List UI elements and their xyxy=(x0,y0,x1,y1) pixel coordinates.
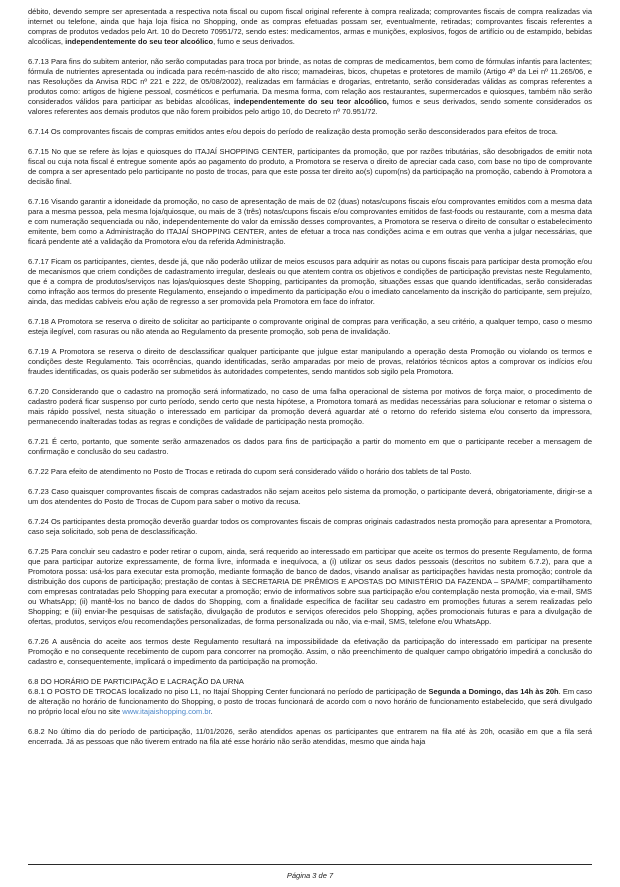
text-run: . Em caso de alteração no horário de funcionamento do Shopping, o posto de trocas funcionará de acordo com o novo horário de funcionamento estabelecido, que será divulgado no próprio local e/ou no site xyxy=(28,687,593,716)
paragraph-6-7-14: 6.7.14 Os comprovantes fiscais de compras emitidos antes e/ou depois do período de realização desta promoção serão desconsiderados para efeitos de troca. xyxy=(28,127,558,136)
bold-text-run: independentemente do seu teor alcoólico xyxy=(65,37,214,46)
website-link[interactable]: www.itajaishopping.com.br xyxy=(122,707,211,716)
text-run: . xyxy=(210,707,213,716)
page-footer xyxy=(28,864,592,881)
paragraph-6-7-24: 6.7.24 Os participantes desta promoção deverão guardar todos os comprovantes fiscais de compras originais cadastrados nesta promoção para apresentar a Promotora, caso seja solicitado, sob pena de desclassificação. xyxy=(28,517,592,536)
paragraph-6-7-17: 6.7.17 Ficam os participantes, cientes, desde já, que não poderão utilizar de meios escusos para adquirir as notas ou cupons fiscais para participar desta promoção e/ou de mecanismos que criem condições de cadastramento irregular, desleais ou que atentem contra os objetivos e condições de participação previstas neste Regulamento, que é a compra de produtos/serviços nas lojas/quiosques deste Shopping, participantes da promoção, situações essas que quando identificadas, serão consideradas como infração aos termos do presente Regulamento, ensejando o impedimento da participação e/ou o imediato cancelamento da inscrição do participante, sem prejuízo, ainda, das medidas cabíveis e/ou ação de regresso a ser promovida pela Promotora em face do infrator. xyxy=(28,257,592,306)
section-heading-6-8: 6.8 DO HORÁRIO DE PARTICIPAÇÃO E LACRAÇÃO DA URNA xyxy=(28,677,244,686)
paragraph-continuation xyxy=(28,7,592,47)
paragraph-6-8-1 xyxy=(28,687,592,717)
paragraph-6-7-22: 6.7.22 Para efeito de atendimento no Posto de Trocas e retirada do cupom será considerado válido o horário dos tablets de tal Posto. xyxy=(28,467,472,476)
paragraph-6-7-23: 6.7.23 Caso quaisquer comprovantes fiscais de compras cadastrados não sejam aceitos pelo sistema da promoção, o participante deverá, obrigatoriamente, dirigir-se a um dos atendentes do Posto de Trocas de Cupom para saber o motivo da recusa. xyxy=(28,487,592,506)
paragraph-6-7-26: 6.7.26 A ausência do aceite aos termos deste Regulamento resultará na impossibilidade da efetivação da participação do interessado em participar na presente Promoção e no consequente recebimento de cupom para concorrer na promoção. Assim, o não preenchimento de qualquer campo obrigatório impedirá a conclusão do cadastro e, consequentemente, implicará o impedimento da participação na promoção. xyxy=(28,637,592,666)
bold-text-run: independentemente do seu teor alcoólico, xyxy=(234,97,389,106)
paragraph-6-7-21: 6.7.21 É certo, portanto, que somente serão armazenados os dados para fins de participação a partir do momento em que o participante receber a mensagem de confirmação e conclusão do seu cadastro. xyxy=(28,437,592,456)
paragraph-6-7-16: 6.7.16 Visando garantir a idoneidade da promoção, no caso de apresentação de mais de 02 (duas) notas/cupons fiscais e/ou comprovantes emitidos com a mesma data para a mesma pessoa, pela mesma loja/quiosque, ou mais de 3 (três) notas/cupons fiscais e/ou comprovantes emitidos de fast-foods ou restaurante, com a mesma data e com numeração sequenciada ou não, independentemente do valor da emissão desses comprovantes, a Promotora se reserva o direito de consultar o estabelecimento emitente, bem como a Administração do ITAJAÍ SHOPPING CENTER, antes de efetuar a troca nas condições acima e em outras que venha a julgar necessárias, que ficará pendente até a validação da Promotora e/ou da referida Administração. xyxy=(28,197,592,246)
paragraph-6-7-25: 6.7.25 Para concluir seu cadastro e poder retirar o cupom, ainda, será requerido ao interessado em participar que aceite os termos do presente Regulamento, de forma que para participar autorize expressamente, de forma livre, informada e inequívoca, a (i) utilizar os seus dados pessoais (descritos no subitem 6.7.2), para que a Promotora possa: usá-los para executar esta promoção, mediante formação de banco de dados, visando analisar as participações havidas nesta promoção; controle da distribuição dos cupons de participação; prestação de contas à SECRETARIA DE PRÊMIOS E APOSTAS DO MINISTÉRIO DA FAZENDA – SPA/MF; compartilhamento com empresas contratadas pelo Shopping para executar a promoção; envio de informativos sobre sua participação e/ou contemplação nesta promoção, via e-mail, SMS ou WhatsApp; (ii) mantê-los no banco de dados do Shopping, com a finalidade específica de facilitar seu cadastro em promoções futuras a serem realizadas pelo Shopping; e (iii) enviar-lhe pesquisas de satisfação, divulgação de produtos e serviços oferecidos pelo Shopping, ações promocionais futuras e para a divulgação de ofertas, produtos, serviços e/ou recomendações personalizadas, de forma personalizada ou não, via e-mail, SMS, telefone e/ou WhatsApp. xyxy=(28,547,592,626)
paragraph-6-7-15: 6.7.15 No que se refere às lojas e quiosques do ITAJAÍ SHOPPING CENTER, participantes da promoção, que por razões tributárias, são desobrigados de emitir nota fiscal ou cuja nota fiscal é entregue somente após ao pagamento do produto, a Promotora se reserva o direito de apreciar cada caso, com base no tipo de comprovante de compra a ser apresentado pelo participante no posto de trocas, para que este possa ter direito ao(s) cupom(ns) da participação na promoção, cabendo à Promotora a decisão final. xyxy=(28,147,592,186)
paragraph-6-7-13 xyxy=(28,57,592,117)
text-run: , fumo e seus derivados. xyxy=(213,37,295,46)
paragraph-6-7-19: 6.7.19 A Promotora se reserva o direito de desclassificar qualquer participante que julgue estar manipulando a operação desta Promoção ou violando os termos e condições deste Regulamento. Tais ocorrências, quando identificadas, serão amparadas por meio de provas, relatórios técnicos aptos a comprovar os indícios e/ou fraudes identificadas, os quais poderão ser submetidos às autoridades competentes, sendo mantidos sob sigilo pela Promotora. xyxy=(28,347,592,376)
paragraph-6-7-20: 6.7.20 Considerando que o cadastro na promoção será informatizado, no caso de uma falha operacional de sistema por motivos de força maior, o procedimento de cadastro poderá ficar suspenso por curto período, sendo certo que nesta hipótese, a Promotora tomará as medidas necessárias para solucionar e retomar o sistema o mais rápido possível, nesta situação o interessado em participar da promoção deverá aguardar até o retorno do referido sistema e/ou conserto da impressora, permanecendo inalteradas todas as regras e condições de validade de participação nesta promoção. xyxy=(28,387,592,426)
text-run: 6.7.13 Para fins do subitem anterior, não serão computadas para troca por brinde, as notas de compras de medicamentos, bem como de fórmulas infantis para lactentes; fórmula de nutrientes apresentada ou indicada para recém-nascido de alto risco; mamadeiras, bicos, chupetas e protetores de mamilo (Artigo 4º da Lei nº 11.265/06, e nas Resoluções da Anvisa RDC nº 221 e 222, de 05/08/2002), realizadas em farmácias e drogarias, entretanto, serão consideradas válidas as compras referentes a produtos como: artigos de higiene pessoal, cosméticos e perfumaria. Da mesma forma, com relação aos restaurantes, supermercados e quiosques, também não serão considerados válidos para participar as bebidas alcoólicas, xyxy=(28,57,592,106)
text-run: 6.8.1 O POSTO DE TROCAS localizado no piso L1, no Itajaí Shopping Center funcionará no período de participação de xyxy=(28,687,429,696)
paragraph-6-8-2: 6.8.2 No último dia do período de participação, 11/01/2026, serão atendidos apenas os participantes que entrarem na fila até às 20h, ocasião em que a fila será encerrada. Já as pessoas que não tiverem entrado na fila até esse horário não serão atendidas, mesmo que ainda haja xyxy=(28,727,592,746)
bold-text-run: Segunda a Domingo, das 14h às 20h xyxy=(428,687,559,696)
text-run: fumos e seus derivados, sendo somente considerados os valores referentes aos demais produtos que não forem proibidos pelo artigo 10, do Decreto nº 70.951/72. xyxy=(28,97,592,116)
paragraph-6-7-18: 6.7.18 A Promotora se reserva o direito de solicitar ao participante o comprovante original de compras para verificação, a seu critério, a qualquer tempo, caso o mesmo esteja ilegível, com rasuras ou não atenda ao Regulamento da presente promoção, sob pena de invalidação. xyxy=(28,317,592,336)
text-run: débito, devendo sempre ser apresentada a respectiva nota fiscal ou cupom fiscal original referente à compra realizada; comprovantes fiscais de compra realizadas via internet ou telefone, ainda que haja loja física no Shopping, onde as compras efetuadas possam ser, eventualmente, retiradas; comprovantes fiscais referentes a compras de produtos vedados pelo Art. 10 do Decreto 70951/72, sendo estes: medicamentos, armas e munições, explosivos, fogos de artifício ou de estampido, bebidas alcoólicas, xyxy=(28,7,592,46)
page-number: Página 3 de 7 xyxy=(286,871,334,880)
